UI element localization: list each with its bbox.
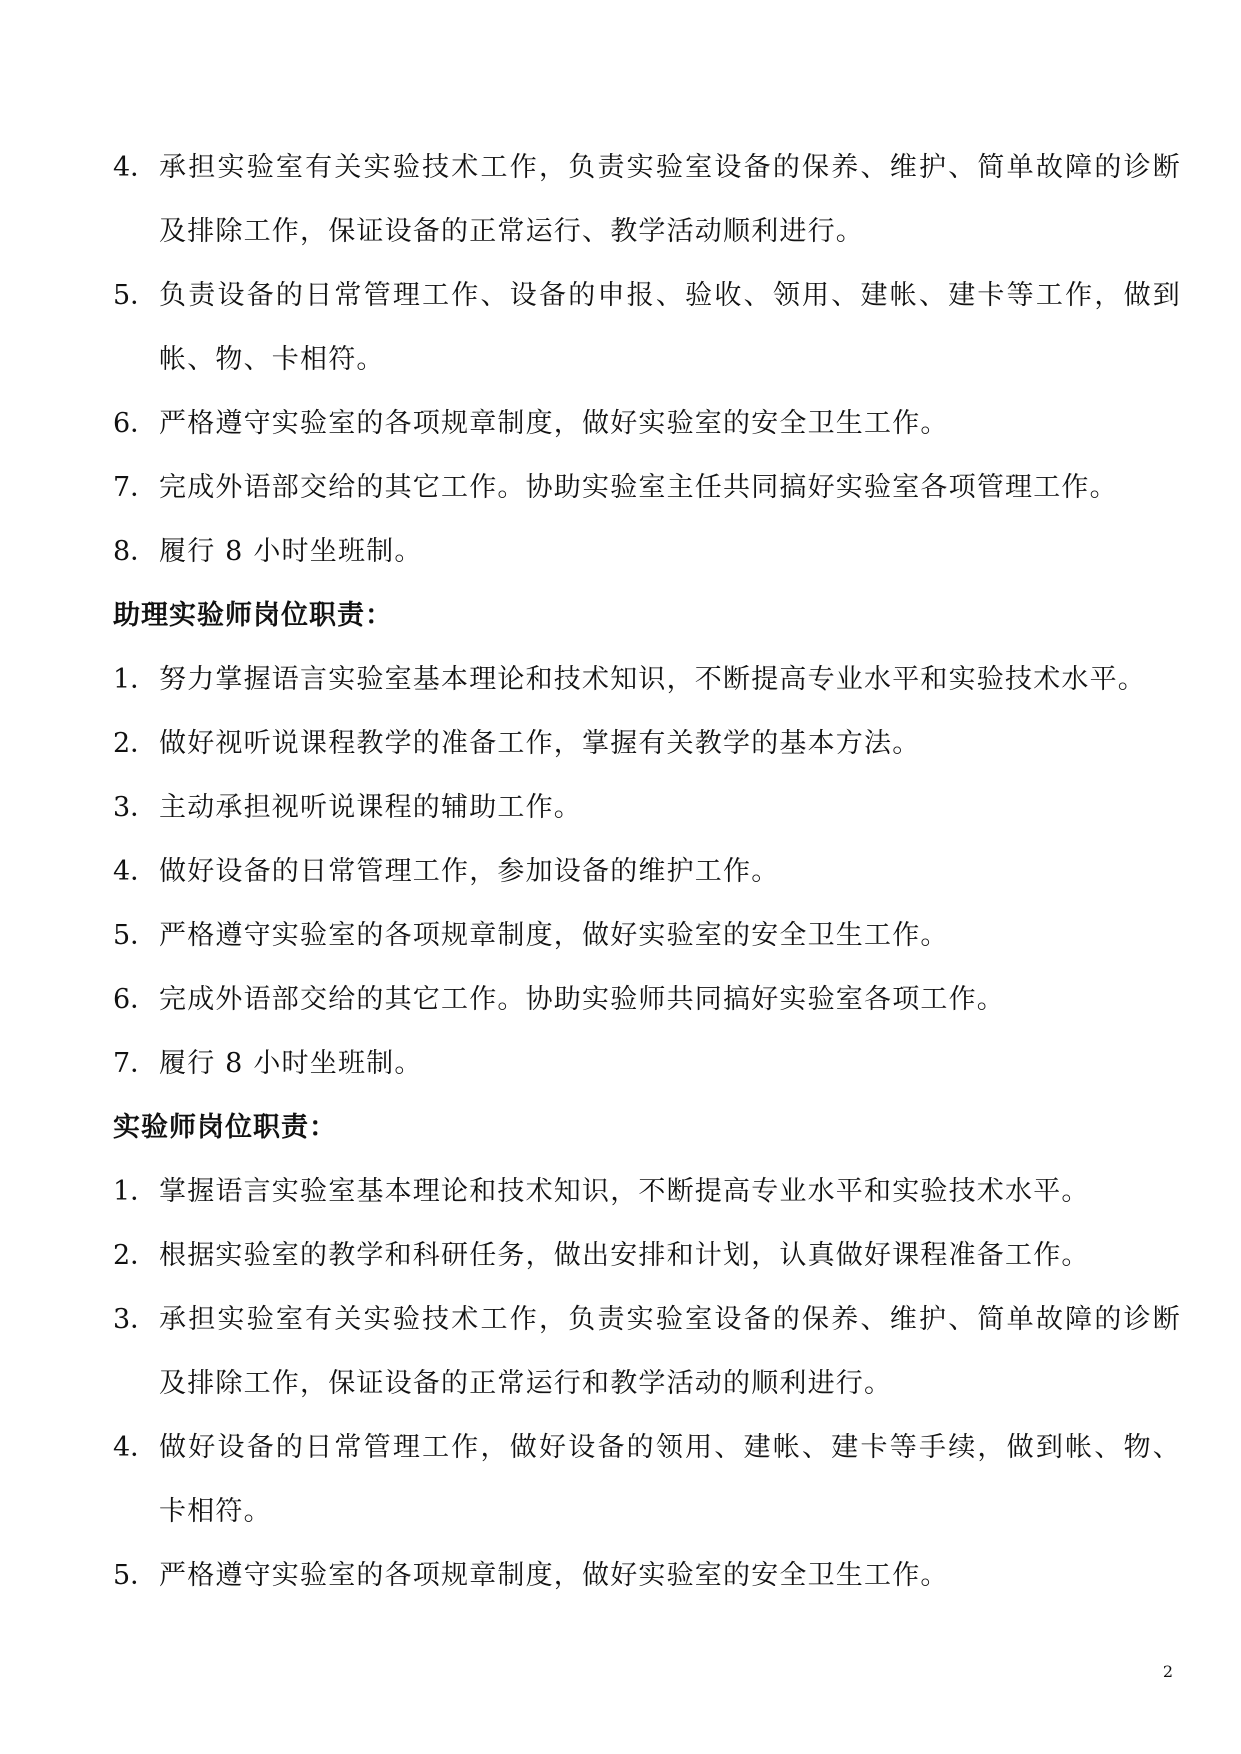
item-text: 根据实验室的教学和科研任务，做出安排和计划，认真做好课程准备工作。	[159, 1240, 1090, 1271]
list-item	[0, 276, 1241, 316]
list-item	[0, 532, 1241, 572]
list-item	[0, 1556, 1241, 1596]
item-text: 严格遵守实验室的各项规章制度，做好实验室的安全卫生工作。	[159, 1560, 949, 1591]
item-text: 及排除工作，保证设备的正常运行和教学活动的顺利进行。	[159, 1368, 893, 1399]
item-text: 掌握语言实验室基本理论和技术知识，不断提高专业水平和实验技术水平。	[159, 1176, 1090, 1207]
item-number: 6．	[113, 408, 158, 439]
list-item	[0, 1172, 1241, 1212]
item-number: 8．	[113, 536, 158, 567]
item-text: 帐、物、卡相符。	[159, 344, 385, 375]
item-text: 完成外语部交给的其它工作。协助实验室主任共同搞好实验室各项管理工作。	[159, 472, 1118, 503]
item-number: 5．	[113, 280, 158, 311]
item-text: 负责设备的日常管理工作、设备的申报、验收、领用、建帐、建卡等工作，做到	[159, 280, 1181, 311]
item-number: 4．	[113, 152, 158, 183]
list-item	[0, 980, 1241, 1020]
item-text: 努力掌握语言实验室基本理论和技术知识，不断提高专业水平和实验技术水平。	[159, 664, 1146, 695]
item-number: 1．	[113, 1176, 158, 1207]
item-number: 5．	[113, 1560, 158, 1591]
item-number: 3．	[113, 792, 158, 823]
item-text: 卡相符。	[159, 1496, 272, 1527]
list-item	[0, 852, 1241, 892]
item-number: 2．	[113, 728, 158, 759]
list-item	[0, 148, 1241, 188]
item-text: 严格遵守实验室的各项规章制度，做好实验室的安全卫生工作。	[159, 408, 949, 439]
list-item	[0, 788, 1241, 828]
list-item-continuation	[0, 212, 1241, 252]
section-heading: 助理实验师岗位职责：	[113, 600, 393, 631]
item-number: 3．	[113, 1304, 158, 1335]
item-text: 做好视听说课程教学的准备工作，掌握有关教学的基本方法。	[159, 728, 921, 759]
item-text: 履行 8 小时坐班制。	[159, 1048, 423, 1079]
list-item	[0, 1236, 1241, 1276]
section-heading: 实验师岗位职责：	[113, 1112, 337, 1143]
item-number: 5．	[113, 920, 158, 951]
item-number: 2．	[113, 1240, 158, 1271]
list-item	[0, 916, 1241, 956]
item-text: 做好设备的日常管理工作，参加设备的维护工作。	[159, 856, 780, 887]
item-text: 严格遵守实验室的各项规章制度，做好实验室的安全卫生工作。	[159, 920, 949, 951]
list-item	[0, 404, 1241, 444]
item-text: 主动承担视听说课程的辅助工作。	[159, 792, 582, 823]
item-number: 7．	[113, 1048, 158, 1079]
list-item	[0, 468, 1241, 508]
list-item	[0, 660, 1241, 700]
list-item-continuation	[0, 1364, 1241, 1404]
list-item	[0, 1044, 1241, 1084]
item-text: 承担实验室有关实验技术工作，负责实验室设备的保养、维护、简单故障的诊断	[159, 1304, 1181, 1335]
list-item	[0, 724, 1241, 764]
item-number: 6．	[113, 984, 158, 1015]
item-text: 做好设备的日常管理工作，做好设备的领用、建帐、建卡等手续，做到帐、物、	[159, 1432, 1181, 1463]
list-item	[0, 1300, 1241, 1340]
item-text: 及排除工作，保证设备的正常运行、教学活动顺利进行。	[159, 216, 864, 247]
page-number: 2	[1162, 1662, 1173, 1681]
item-text: 履行 8 小时坐班制。	[159, 536, 423, 567]
item-number: 7．	[113, 472, 158, 503]
list-item-continuation	[0, 1492, 1241, 1532]
item-number: 1．	[113, 664, 158, 695]
item-text: 承担实验室有关实验技术工作，负责实验室设备的保养、维护、简单故障的诊断	[159, 152, 1181, 183]
list-item	[0, 1428, 1241, 1468]
item-number: 4．	[113, 1432, 158, 1463]
item-number: 4．	[113, 856, 158, 887]
list-item-continuation	[0, 340, 1241, 380]
item-text: 完成外语部交给的其它工作。协助实验师共同搞好实验室各项工作。	[159, 984, 1005, 1015]
